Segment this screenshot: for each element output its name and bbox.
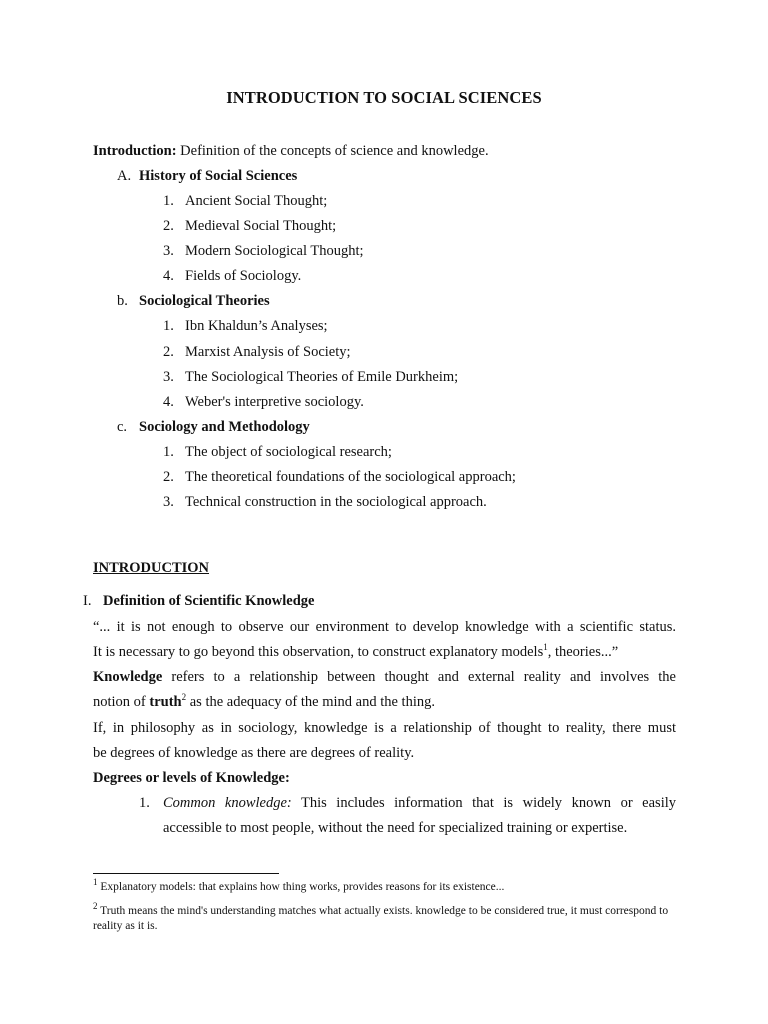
list-item-text: Technical construction in the sociological approach.: [185, 494, 487, 510]
quote-text: It is necessary to go beyond this observation, to construct explanatory models: [93, 644, 544, 660]
list-item-text: Ibn Khaldun’s Analyses;: [185, 318, 328, 334]
knowledge-text-end: as the adequacy of the mind and the thing.: [186, 694, 435, 710]
list-item: [163, 393, 364, 411]
section-title: Sociological Theories: [139, 293, 270, 309]
outline-section-heading: [117, 167, 297, 185]
list-item-text: Fields of Sociology.: [185, 268, 302, 284]
degree-text: This includes information that is widely known or easily: [291, 795, 677, 811]
list-item-text: Marxist Analysis of Society;: [185, 344, 351, 360]
list-item-text: Medieval Social Thought;: [185, 218, 337, 234]
quote-line-1: “... it is not enough to observe our environment to develop knowledge with a scientific status.: [93, 619, 676, 635]
list-item-number: 3.: [163, 243, 174, 259]
degree-item-line-2: accessible to most people, without the need for specialized training or expertise.: [163, 820, 628, 836]
list-item: [163, 217, 336, 235]
list-item: [163, 443, 392, 461]
knowledge-text: notion of: [93, 694, 150, 710]
list-item-number: 1.: [163, 444, 174, 460]
list-item: [163, 242, 364, 260]
section-marker: c.: [117, 419, 128, 435]
subsection-title: Definition of Scientific Knowledge: [103, 593, 315, 609]
list-item-number: 2.: [163, 469, 174, 485]
list-item-number: 1.: [163, 318, 174, 334]
section-marker: b.: [117, 293, 128, 309]
list-item: [163, 368, 458, 386]
footnote-mark: 2: [93, 901, 98, 912]
footnote: [93, 901, 676, 934]
degree-item-line-1: [163, 794, 676, 812]
list-item-text: Ancient Social Thought;: [185, 193, 328, 209]
list-item-text: The theoretical foundations of the sociological approach;: [185, 469, 516, 485]
list-item: [163, 493, 487, 511]
degree-term: Common knowledge:: [163, 795, 292, 811]
footnote-ref: 1: [543, 642, 548, 653]
outline-intro-label: Introduction:: [93, 143, 177, 159]
section-title: Sociology and Methodology: [139, 419, 310, 435]
footnote-text: Explanatory models: that explains how thing works, provides reasons for its existence...: [97, 881, 505, 893]
list-item-text: Modern Sociological Thought;: [185, 243, 364, 259]
subsection-marker: I.: [83, 593, 92, 609]
outline-intro-line: [93, 142, 489, 160]
list-item-number: 1.: [163, 193, 174, 209]
degree-item-number: 1.: [139, 795, 150, 811]
quote-text-end: , theories...”: [547, 644, 619, 660]
section-heading-introduction: INTRODUCTION: [93, 560, 210, 576]
list-item: [163, 192, 327, 210]
knowledge-line-2: [93, 693, 435, 711]
list-item-text: The Sociological Theories of Emile Durkheim;: [185, 369, 459, 385]
outline-section-heading: [117, 418, 310, 436]
list-item-text: Weber's interpretive sociology.: [185, 394, 364, 410]
list-item: [163, 468, 516, 486]
outline-intro-text: Definition of the concepts of science and knowledge.: [176, 143, 489, 159]
list-item-number: 4.: [163, 268, 174, 284]
list-item: [163, 267, 301, 285]
footnote-divider: [93, 873, 279, 874]
knowledge-line-1: [93, 668, 676, 686]
philosophy-line-1: If, in philosophy as in sociology, knowledge is a relationship of thought to reality, there must: [93, 720, 676, 736]
quote-line-2: [93, 643, 618, 661]
subsection-heading: [83, 592, 314, 610]
footnote-ref: 2: [181, 692, 187, 703]
knowledge-term: Knowledge: [93, 669, 163, 685]
outline-section-heading: [117, 292, 270, 310]
truth-term: truth: [149, 694, 182, 710]
knowledge-text: refers to a relationship between thought and external reality and involves the: [162, 669, 676, 685]
list-item-number: 4.: [163, 394, 174, 410]
list-item-number: 2.: [163, 344, 174, 360]
list-item-number: 3.: [163, 369, 174, 385]
section-title: History of Social Sciences: [139, 168, 298, 184]
section-marker: A.: [117, 168, 132, 184]
footnote: [93, 877, 676, 895]
footnote-text: Truth means the mind's understanding matches what actually exists. knowledge to be considered true, it must correspond to reality as it is.: [93, 905, 669, 932]
list-item: [163, 343, 351, 361]
degrees-heading: Degrees or levels of Knowledge:: [93, 770, 290, 786]
philosophy-line-2: be degrees of knowledge as there are degrees of reality.: [93, 745, 415, 761]
list-item-text: The object of sociological research;: [185, 444, 392, 460]
list-item-number: 2.: [163, 218, 174, 234]
footnote-mark: 1: [93, 877, 98, 888]
document-title: INTRODUCTION TO SOCIAL SCIENCES: [226, 88, 542, 107]
list-item-number: 3.: [163, 494, 174, 510]
list-item: [163, 317, 328, 335]
